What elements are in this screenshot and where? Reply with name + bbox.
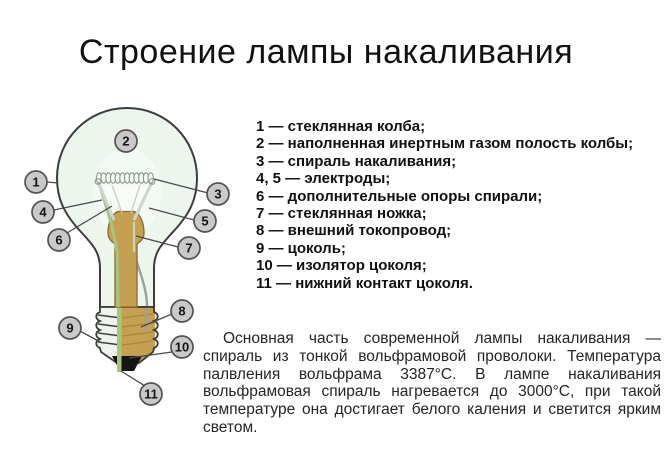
svg-text:10: 10 xyxy=(174,339,190,355)
bottom-contact-shape xyxy=(112,356,142,371)
svg-text:9: 9 xyxy=(66,320,74,336)
callout-10 xyxy=(171,336,193,358)
callout-9 xyxy=(59,317,81,339)
description-paragraph: Основная часть современной лампы накаливания — спираль из тонкой вольфрамовой проволоки. Температура палвления вольфрама 3387°C. В лампе накаливания вольфрамовая спираль нагревается до 3000°C, при такой температуре она достигает белого каления и светится ярким светом. xyxy=(203,330,661,436)
callout-3 xyxy=(207,183,229,205)
legend-item-4-5: 4, 5 — электроды; xyxy=(256,170,391,188)
legend-item-11: 11 — нижний контакт цоколя. xyxy=(256,274,473,292)
svg-text:5: 5 xyxy=(201,213,209,229)
legend-item-7: 7 — стеклянная ножка; xyxy=(256,205,427,223)
callout-11 xyxy=(140,383,162,405)
lead-wire-base xyxy=(117,307,122,372)
filament-coil xyxy=(95,173,155,185)
svg-text:1: 1 xyxy=(32,174,40,190)
svg-text:8: 8 xyxy=(178,303,186,319)
svg-text:11: 11 xyxy=(144,386,158,402)
callout-4 xyxy=(32,201,54,223)
leader-line-11 xyxy=(121,371,145,386)
svg-text:6: 6 xyxy=(55,232,63,248)
callout-2 xyxy=(115,130,137,152)
legend-item-9: 9 — цоколь; xyxy=(256,239,346,257)
callout-1 xyxy=(25,171,47,193)
legend-item-2: 2 — наполненная инертным газом полость колбы; xyxy=(256,135,634,153)
callout-6 xyxy=(48,229,70,251)
svg-text:7: 7 xyxy=(185,240,193,256)
svg-text:4: 4 xyxy=(39,204,47,220)
legend-item-1: 1 — стеклянная колба; xyxy=(256,118,426,135)
callout-8 xyxy=(171,300,193,322)
svg-text:3: 3 xyxy=(214,186,222,202)
callout-7 xyxy=(178,237,200,259)
legend-item-6: 6 — дополнительные опоры спирали; xyxy=(256,187,543,205)
legend-item-3: 3 — спираль накаливания; xyxy=(256,152,457,170)
legend-item-10: 10 — изолятор цоколя; xyxy=(256,257,427,275)
svg-text:2: 2 xyxy=(122,133,130,149)
callout-5 xyxy=(194,210,216,232)
legend-item-8: 8 — внешний токопровод; xyxy=(256,222,452,240)
page-title: Строение лампы накаливания xyxy=(78,33,574,71)
legend-list xyxy=(256,118,633,292)
